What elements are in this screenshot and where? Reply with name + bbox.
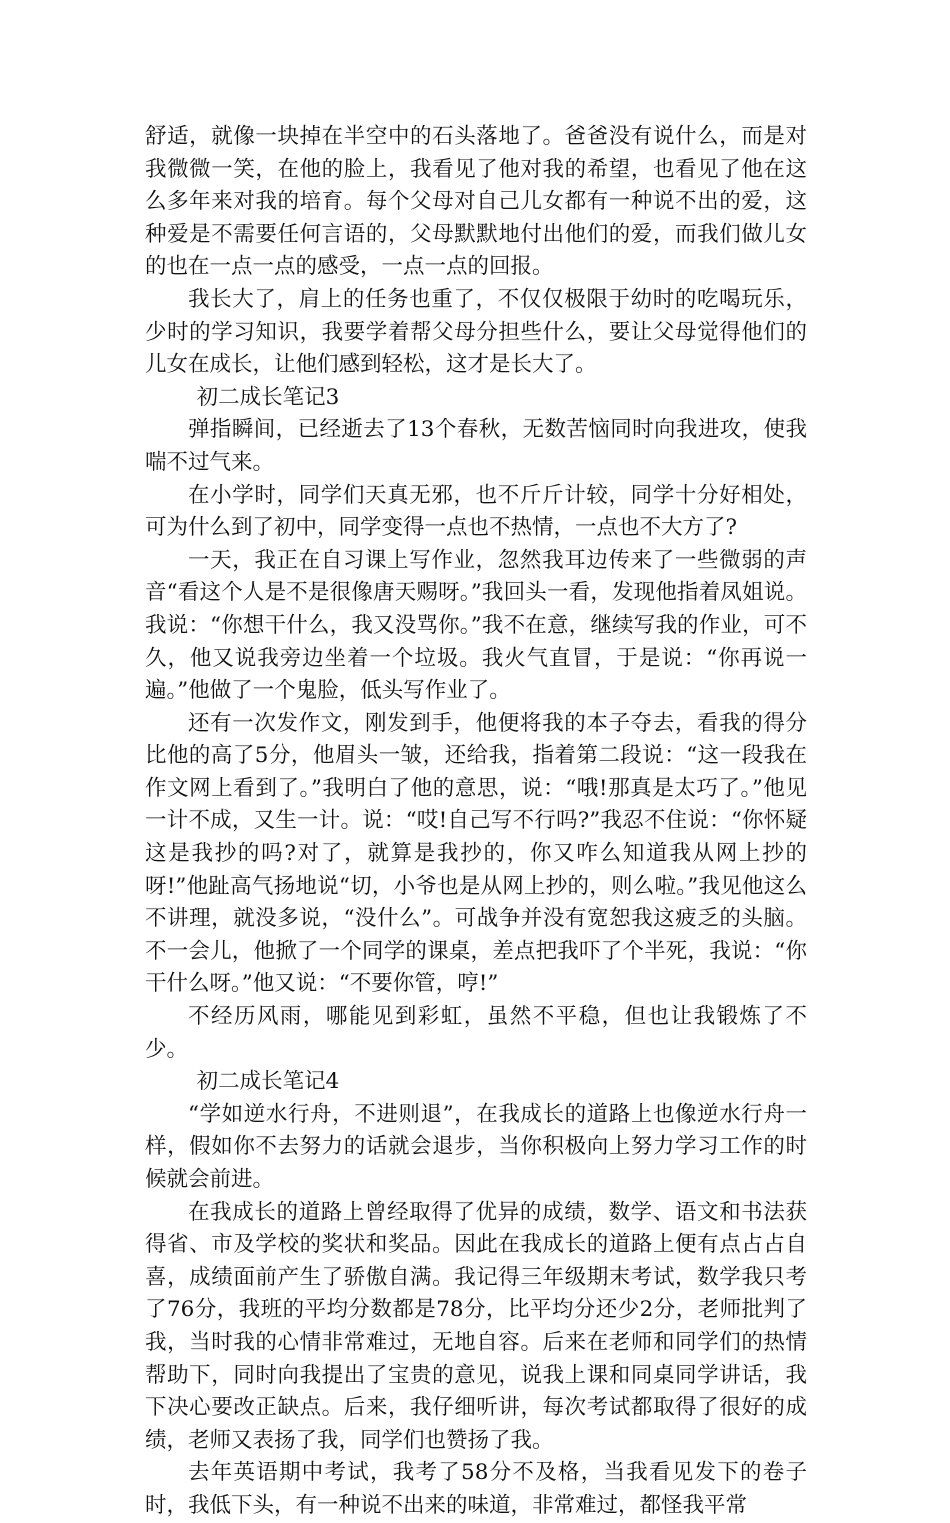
document-page — [145, 121, 807, 1523]
section-heading: 初二成长笔记4 — [196, 1069, 340, 1095]
paragraph: 弹指瞬间，已经逝去了13个春秋，无数苦恼同时向我进攻，使我喘不过气来。 — [145, 417, 807, 475]
paragraph: 在我成长的道路上曾经取得了优异的成绩，数学、语文和书法获得省、市及学校的奖状和奖品。因此在我成长的道路上便有点占占自喜，成绩面前产生了骄傲自满。我记得三年级期末考试，数学我只考了76分，我班的平均分数都是78分，比平均分还少2分，老师批判了我，当时我的心情非常难过，无地自容。后来在老师和同学们的热情帮助下，同时向我提出了宝贵的意见，说我上课和同桌同学讲话，我下决心要改正缺点。后来，我仔细听讲，每次考试都取得了很好的成绩，老师又表扬了我，同学们也赞扬了我。 — [145, 1199, 807, 1453]
paragraph: 我长大了，肩上的任务也重了，不仅仅极限于幼时的吃喝玩乐，少时的学习知识，我要学着帮父母分担些什么，要让父母觉得他们的儿女在成长，让他们感到轻松，这才是长大了。 — [145, 286, 807, 378]
paragraph: “学如逆水行舟，不进则退”，在我成长的道路上也像逆水行舟一样，假如你不去努力的话就会退步，当你积极向上努力学习工作的时候就会前进。 — [145, 1101, 807, 1192]
section-heading: 初二成长笔记3 — [196, 384, 340, 410]
paragraph: 不经历风雨，哪能见到彩虹，虽然不平稳，但也让我锻炼了不少。 — [145, 1004, 807, 1062]
paragraph: 在小学时，同学们天真无邪，也不斤斤计较，同学十分好相处，可为什么到了初中，同学变得一点也不热情，一点也不大方了? — [145, 482, 807, 541]
paragraph: 舒适，就像一块掉在半空中的石头落地了。爸爸没有说什么，而是对我微微一笑，在他的脸上，我看见了他对我的希望，也看见了他在这么多年来对我的培育。每个父母对自己儿女都有一种说不出的爱，这种爱是不需要任何言语的，父母默默地付出他们的爱，而我们做儿女的也在一点一点的感受，一点一点的回报。 — [145, 124, 807, 280]
paragraph: 还有一次发作文，刚发到手，他便将我的本子夺去，看我的得分比他的高了5分，他眉头一皱，还给我，指着第二段说：“这一段我在作文网上看到了。”我明白了他的意思，说：“哦!那真是太巧了。”他见一计不成，又生一计。说：“哎!自己写不行吗?”我忍不住说：“你怀疑这是我抄的吗?对了，就算是我抄的，你又咋么知道我从网上抄的呀!”他趾高气扬地说“切，小爷也是从网上抄的，则么啦。”我见他这么不讲理，就没多说，“没什么”。可战争并没有宽恕我这疲乏的头脑。不一会儿，他掀了一个同学的课桌，差点把我吓了个半死，我说：“你干什么呀。”他又说：“不要你管，哼!” — [145, 710, 807, 997]
paragraph: 去年英语期中考试，我考了58分不及格，当我看见发下的卷子时，我低下头，有一种说不出来的味道，非常难过，都怪我平常 — [145, 1460, 807, 1518]
paragraph: 一天，我正在自习课上写作业，忽然我耳边传来了一些微弱的声音“看这个人是不是很像唐天赐呀。”我回头一看，发现他指着凤姐说。我说：“你想干什么，我又没骂你。”我不在意，继续写我的作业，可不久，他又说我旁边坐着一个垃圾。我火气直冒，于是说：“你再说一遍。”他做了一个鬼脸，低头写作业了。 — [145, 547, 807, 704]
